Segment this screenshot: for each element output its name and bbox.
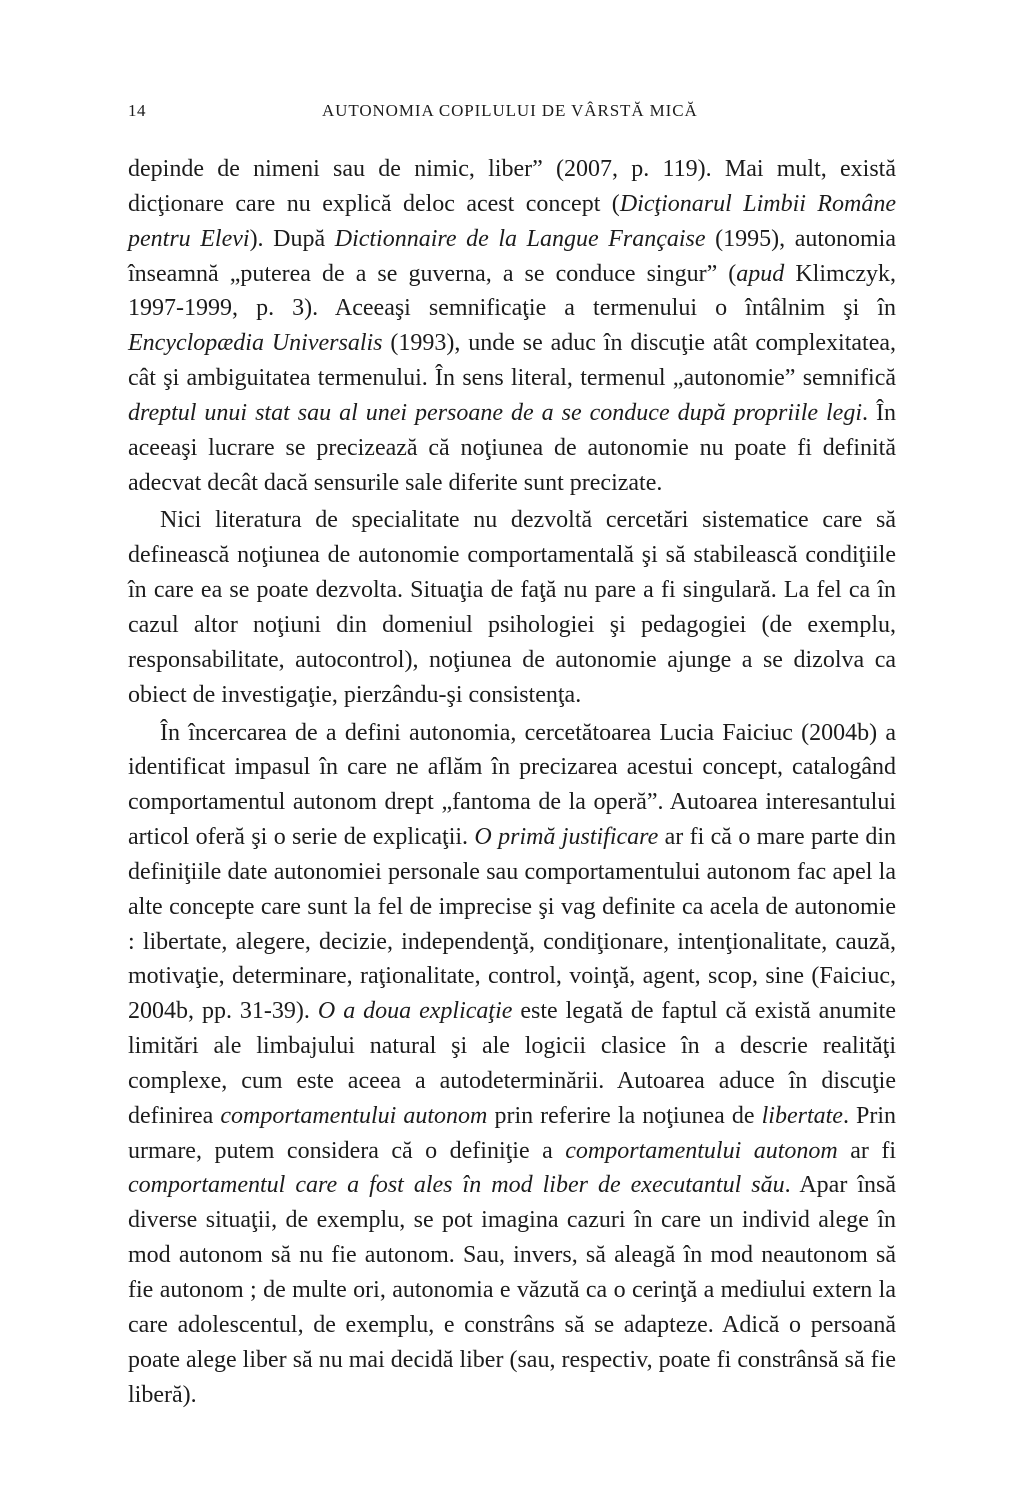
italic-run: apud [736,260,785,287]
text-run: ar fi că o mare parte din definiţiile date autonomiei personale sau comportamentului autonom fac apel la alte concepte care sunt la fel de imprecise şi vag definite ca acela de autonomie : libertate, alegere, decizie, independenţă, condiţionare, intenţionalitate, cauză, motivaţie, determinare, raţionalitate, control, voinţă, agent, scop, sine (Faiciuc, 2004b, pp. 31-39). [128,824,896,1025]
italic-run: Dictionnaire de la Langue Française [334,225,706,252]
page-number: 14 [128,101,146,120]
text-run: . Apar însă diverse situaţii, de exemplu, se pot imagina cazuri în care un individ alege în mod autonom să nu fie autonom. Sau, invers, să aleagă în mod neautonom să fie autonom ; de multe ori, autonomia e văzută ca o cerinţă a mediului extern la care adolescentul, de exemplu, e constrâns să se adapteze. Adică o persoană poate alege liber să nu mai decidă liber (sau, respectiv, poate fi constrânsă să fie liberă). [128,1172,896,1408]
running-head-title: AUTONOMIA COPILULUI DE VÂRSTĂ MICĂ [322,101,698,120]
italic-run: comportamentului autonom [565,1137,838,1164]
italic-run: Encyclopædia Universalis [128,330,383,357]
italic-run: comportamentului autonom [220,1102,488,1129]
text-run: ar fi [837,1137,896,1164]
text-run: . În aceeaşi lucrare se precizează că noţiunea de autonomie nu poate fi definită adecvat decât dacă sensurile sale diferite sunt precizate. [128,399,896,496]
italic-run: comportamentul care a fost ales în mod liber de executantul său [128,1172,785,1199]
text-run: (1995), autonomia înseamnă „puterea de a se guverna, a se conduce singur” ( [128,225,896,287]
italic-run: libertate [761,1102,843,1129]
paragraph-2: Nici literatura de specialitate nu dezvoltă cercetări sistematice care să definească noţiunea de autonomie comportamentală şi să stabilească condiţiile în care ea se poate dezvolta. Situaţia de faţă nu pare a fi singulară. La fel ca în cazul altor noţiuni din domeniul psihologiei şi pedagogiei (de exemplu, responsabilitate, autocontrol), noţiunea de autonomie ajunge a se dizolva ca obiect de investigaţie, pierzându-şi consistenţa. [128,507,896,708]
text-run: depinde de nimeni sau de nimic, liber” (2007, p. 119). Mai mult, există dicţionare care nu explică deloc acest concept ( [128,156,896,217]
text-run: este legată de faptul că există anumite limitări ale limbajului natural şi ale logicii clasice în a descrie realităţi complexe, cum este aceea a autodeterminării. Autoarea aduce în discuţie definirea [128,998,896,1129]
text-run: În încercarea de a defini autonomia, cercetătoarea Lucia Faiciuc (2004b) a identificat impasul în care ne aflăm în precizarea acestui concept, catalogând comportamentul autonom drept „fantoma de la operă”. Autoarea interesantului articol oferă şi o serie de explicaţii. [128,719,896,851]
paragraph-1 [128,152,896,500]
text-run: ). După [249,225,335,252]
italic-run: O a doua explicaţie [317,998,513,1025]
text-run: . Prin urmare, putem considera că o definiţie a [128,1102,897,1164]
paragraph-3 [128,716,896,1413]
italic-run: Dicţionarul Limbii Române pentru Elevi [128,190,897,252]
italic-run: dreptul unui stat sau al unei persoane de a se conduce după propriile legi [128,399,862,426]
text-run: Klimczyk, 1997-1999, p. 3). Aceeaşi semnificaţie a termenului o întâlnim şi în [128,260,896,322]
italic-run: O primă justificare [474,824,659,851]
body-text [128,152,896,1412]
text-run: (1993), unde se aduc în discuţie atât complexitatea, cât şi ambiguitatea termenului. În sens literal, termenul „autonomie” semnifică [128,330,896,392]
text-run: prin referire la noţiunea de [487,1102,762,1129]
